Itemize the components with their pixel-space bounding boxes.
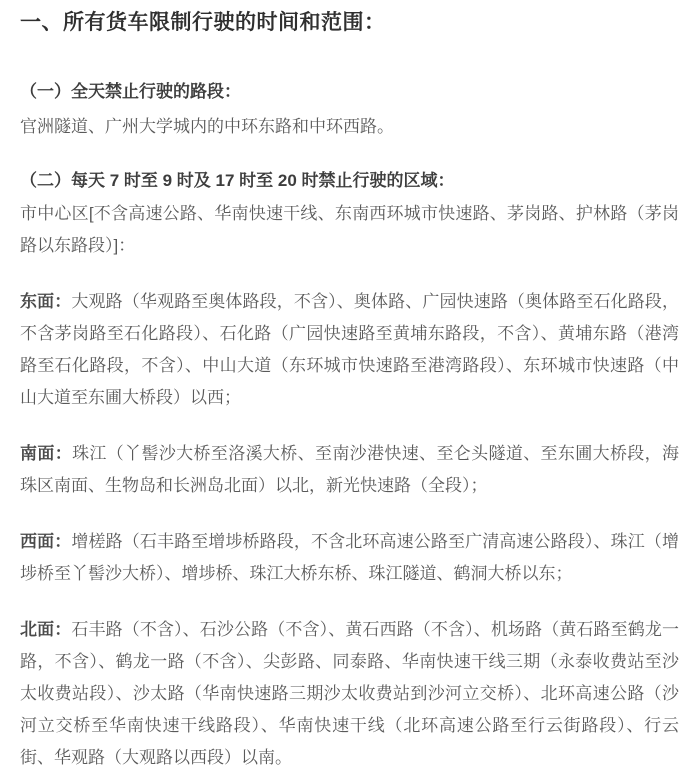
direction-west-paragraph: [20, 526, 679, 590]
section-1-heading: （一）全天禁止行驶的路段：: [20, 82, 241, 101]
direction-north-label: 北面：: [20, 620, 72, 639]
section-2-intro: 市中心区[不含高速公路、华南快速干线、东南西环城市快速路、茅岗路、护林路（茅岗路以东路段）]：: [20, 204, 679, 255]
section-peak-hours-ban: [20, 168, 679, 774]
direction-south-text: 珠江（丫髻沙大桥至洛溪大桥、至南沙港快速、至仑头隧道、至东圃大桥段，海珠区南面、生物岛和长洲岛北面）以北，新光快速路（全段）；: [20, 444, 680, 495]
direction-west-label: 西面：: [20, 532, 72, 551]
direction-north-paragraph: [20, 614, 679, 774]
section-2-heading: （二）每天 7 时至 9 时及 17 时至 20 时禁止行驶的区域：: [20, 171, 455, 190]
direction-east-paragraph: [20, 286, 679, 414]
direction-east-text: 大观路（华观路至奥体路段，不含）、奥体路、广园快速路（奥体路至石化路段，不含茅岗路至石化路段）、石化路（广园快速路至黄埔东路段，不含）、黄埔东路（港湾路至石化路段，不含）、中山大道（东环城市快速路至港湾路段）、东环城市快速路（中山大道至东圃大桥段）以西；: [20, 292, 680, 407]
direction-south-paragraph: [20, 438, 679, 502]
page-title: 一、所有货车限制行驶的时间和范围：: [20, 11, 386, 34]
direction-north-text: 石丰路（不含）、石沙公路（不含）、黄石西路（不含）、机场路（黄石路至鹤龙一路，不含）、鹤龙一路（不含）、尖彭路、同泰路、华南快速干线三期（永泰收费站至沙太收费站段）、沙太路（华南快速路三期沙太收费站到沙河立交桥）、北环高速公路（沙河立交桥至华南快速干线路段）、华南快速干线（北环高速公路至行云街路段）、行云街、华观路（大观路以西段）以南。: [20, 620, 680, 767]
direction-east-label: 东面：: [20, 292, 72, 311]
direction-west-text: 增槎路（石丰路至增埗桥路段，不含北环高速公路至广清高速公路段）、珠江（增埗桥至丫髻沙大桥）、增埗桥、珠江大桥东桥、珠江隧道、鹤洞大桥以东；: [20, 532, 680, 583]
direction-south-label: 南面：: [20, 444, 73, 463]
section-all-day-ban: [20, 79, 679, 143]
section-1-body: 官洲隧道、广州大学城内的中环东路和中环西路。: [20, 117, 394, 136]
